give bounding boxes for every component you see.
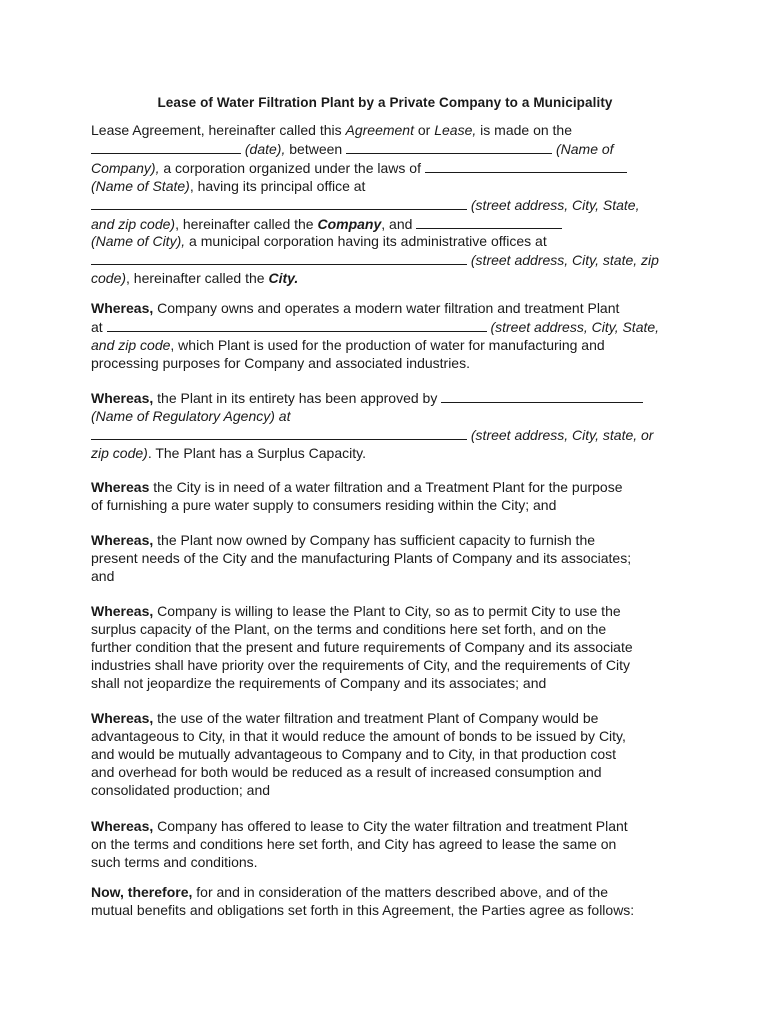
text-line bbox=[91, 270, 691, 288]
text-segment: Whereas, bbox=[91, 390, 154, 406]
text-segment: for and in consideration of the matters described above, and of the bbox=[192, 884, 608, 900]
text-line bbox=[91, 746, 691, 764]
text-line bbox=[91, 445, 691, 463]
text-line bbox=[91, 550, 691, 568]
text-segment: Whereas, bbox=[91, 818, 154, 834]
whereas-paragraph-city-need bbox=[91, 479, 691, 515]
text-segment: the City is in need of a water filtration and a Treatment Plant for the purpose bbox=[149, 479, 623, 495]
text-segment: , having its principal office at bbox=[189, 177, 366, 194]
text-line bbox=[91, 140, 691, 159]
text-segment: (street address, City, state, zip bbox=[467, 252, 659, 269]
text-line bbox=[91, 318, 691, 337]
text-segment: industries shall have priority over the requirements of City, and the requirements of City bbox=[91, 656, 630, 673]
text-line bbox=[91, 196, 691, 215]
text-segment: shall not jeopardize the requirements of Company and its associates; and bbox=[91, 674, 547, 691]
text-segment: Company owns and operates a modern water filtration and treatment Plant bbox=[153, 300, 620, 316]
text-line bbox=[91, 355, 691, 373]
text-line bbox=[91, 233, 691, 251]
text-segment: Lease, bbox=[434, 122, 477, 138]
text-line bbox=[91, 728, 691, 746]
text-line bbox=[91, 884, 691, 902]
agency-name-blank[interactable] bbox=[441, 389, 643, 403]
text-line bbox=[91, 710, 691, 728]
text-line bbox=[91, 479, 691, 497]
text-line bbox=[91, 122, 691, 140]
text-segment: Whereas, bbox=[91, 532, 154, 548]
text-segment: , which Plant is used for the production of water for manufacturing and bbox=[170, 336, 605, 353]
text-line bbox=[91, 159, 691, 178]
text-segment: a corporation organized under the laws of bbox=[159, 159, 425, 176]
text-line bbox=[91, 836, 691, 854]
text-segment: (Name of State) bbox=[91, 177, 190, 194]
text-segment: Whereas bbox=[91, 479, 150, 495]
text-segment: , and bbox=[381, 215, 417, 232]
now-therefore-paragraph bbox=[91, 884, 691, 920]
text-segment: mutual benefits and obligations set forth in this Agreement, the Parties agree as follows: bbox=[91, 901, 635, 918]
opening-paragraph bbox=[91, 122, 691, 288]
text-line bbox=[91, 818, 691, 836]
plant-address-blank[interactable] bbox=[107, 318, 487, 332]
state-name-blank[interactable] bbox=[425, 159, 627, 173]
whereas-paragraph-capacity bbox=[91, 532, 691, 586]
text-segment: Agreement bbox=[345, 122, 414, 138]
whereas-paragraph-advantageous bbox=[91, 710, 691, 800]
text-line bbox=[91, 639, 691, 657]
text-segment: a municipal corporation having its administrative offices at bbox=[185, 233, 547, 250]
text-segment: (street address, City, state, or bbox=[467, 426, 654, 443]
text-line bbox=[91, 902, 691, 920]
text-segment: . The Plant has a Surplus Capacity. bbox=[147, 444, 366, 461]
text-segment: (Name of bbox=[552, 140, 614, 157]
text-segment: Company), bbox=[91, 159, 160, 176]
text-line bbox=[91, 389, 691, 408]
text-segment: Whereas, bbox=[91, 300, 154, 316]
text-segment: Company bbox=[317, 215, 382, 232]
text-segment: code) bbox=[91, 270, 127, 287]
text-segment: and zip code bbox=[91, 336, 171, 353]
company-name-blank[interactable] bbox=[346, 140, 552, 154]
text-segment: (street address, City, State, bbox=[467, 196, 640, 213]
text-line bbox=[91, 497, 691, 515]
text-segment: such terms and conditions. bbox=[91, 853, 258, 870]
city-name-blank[interactable] bbox=[416, 215, 562, 229]
text-line bbox=[91, 764, 691, 782]
text-line bbox=[91, 621, 691, 639]
text-segment: Now, therefore, bbox=[91, 884, 193, 900]
text-line bbox=[91, 603, 691, 621]
agency-address-blank[interactable] bbox=[91, 426, 467, 440]
text-line bbox=[91, 532, 691, 550]
whereas-paragraph-offer bbox=[91, 818, 691, 872]
text-line bbox=[91, 675, 691, 693]
text-segment: surplus capacity of the Plant, on the terms and conditions here set forth, and on the bbox=[91, 620, 607, 637]
text-segment: Whereas, bbox=[91, 710, 154, 726]
text-segment: is made on the bbox=[476, 122, 572, 138]
document-title: Lease of Water Filtration Plant by a Private Company to a Municipality bbox=[157, 95, 613, 110]
text-segment: on the terms and conditions here set forth, and City has agreed to lease the same on bbox=[91, 835, 617, 852]
text-segment: (date), bbox=[241, 140, 286, 157]
text-segment: Lease Agreement, hereinafter called this bbox=[91, 122, 346, 138]
text-line bbox=[91, 178, 691, 196]
text-segment: (Name of City), bbox=[91, 233, 186, 250]
text-segment: , hereinafter called the bbox=[175, 215, 318, 232]
text-segment: (Name of Regulatory Agency) at bbox=[91, 407, 291, 424]
text-segment: Company is willing to lease the Plant to City, so as to permit City to use the bbox=[153, 603, 621, 619]
text-segment: or bbox=[413, 122, 435, 138]
text-segment: Company has offered to lease to City the water filtration and treatment Plant bbox=[153, 818, 628, 834]
text-segment: and would be mutually advantageous to Company and to City, in that production cost bbox=[91, 745, 617, 762]
whereas-paragraph-approval bbox=[91, 389, 691, 463]
text-segment: and bbox=[91, 567, 115, 584]
text-line bbox=[91, 657, 691, 675]
text-segment: of furnishing a pure water supply to consumers residing within the City; and bbox=[91, 496, 557, 513]
text-line bbox=[91, 568, 691, 586]
text-segment: the use of the water filtration and treatment Plant of Company would be bbox=[153, 710, 599, 726]
text-line bbox=[91, 337, 691, 355]
text-segment: , hereinafter called the bbox=[126, 270, 269, 287]
text-segment: and zip code) bbox=[91, 215, 176, 232]
whereas-paragraph-willing bbox=[91, 603, 691, 693]
text-line bbox=[91, 215, 691, 234]
text-segment: between bbox=[285, 140, 347, 157]
text-segment: consolidated production; and bbox=[91, 781, 271, 798]
company-address-blank[interactable] bbox=[91, 196, 467, 210]
whereas-paragraph-plant bbox=[91, 300, 691, 373]
text-line bbox=[91, 426, 691, 445]
text-segment: present needs of the City and the manufacturing Plants of Company and its associates; bbox=[91, 549, 632, 566]
city-address-blank[interactable] bbox=[91, 251, 467, 265]
date-blank[interactable] bbox=[91, 140, 241, 154]
text-segment: at bbox=[91, 318, 107, 335]
text-segment: processing purposes for Company and associated industries. bbox=[91, 354, 470, 371]
text-segment: advantageous to City, in that it would reduce the amount of bonds to be issued by City, bbox=[91, 727, 626, 744]
text-segment: (street address, City, State, bbox=[486, 318, 660, 335]
text-segment: and overhead for both would be reduced as a result of increased consumption and bbox=[91, 763, 602, 780]
text-line bbox=[91, 251, 691, 270]
text-line bbox=[91, 854, 691, 872]
text-line bbox=[91, 408, 691, 426]
text-segment: the Plant in its entirety has been approved by bbox=[153, 390, 442, 406]
text-segment: zip code) bbox=[91, 444, 148, 461]
text-line bbox=[91, 782, 691, 800]
text-segment: further condition that the present and future requirements of Company and its associate bbox=[91, 638, 633, 655]
text-segment: City. bbox=[268, 270, 299, 287]
text-line bbox=[91, 300, 691, 318]
text-segment: Whereas, bbox=[91, 603, 154, 619]
text-segment: the Plant now owned by Company has sufficient capacity to furnish the bbox=[153, 532, 596, 548]
